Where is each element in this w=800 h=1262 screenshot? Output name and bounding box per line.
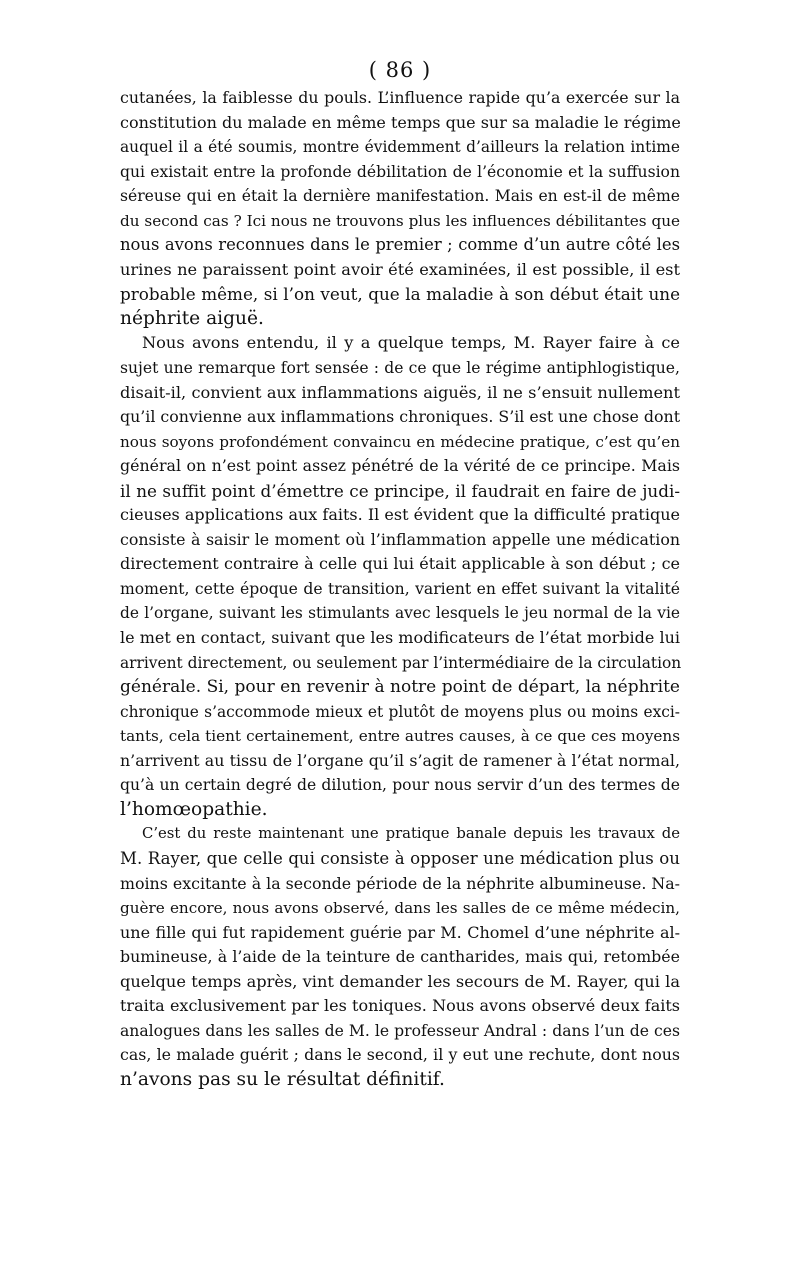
text-line: arrivent directement, ou seulement par l’intermédiaire de la circulation [120,653,682,672]
text-line: moins excitante à la seconde période de la néphrite albumineuse. Na- [120,873,680,893]
text-line: moment, cette époque de transition, varient en effet suivant la vitalité [120,579,680,598]
text-line: disait-il, convient aux inflammations aiguës, il ne s’ensuit nullement [120,382,680,402]
text-line: de l’organe, suivant les stimulants avec lesquels le jeu normal de la vie [120,604,680,623]
text-line: tants, cela tient certainement, entre autres causes, à ce que ces moyens [120,727,680,746]
text-line: nous avons reconnues dans le premier ; comme d’un autre côté les [120,235,680,255]
text-line: bumineuse, à l’aide de la teinture de cantharides, mais qui, retombée [120,947,680,967]
text-line: consiste à saisir le moment où l’inflammation appelle une médication [120,529,680,549]
text-line: une fille qui fut rapidement guérie par M. Chomel d’une néphrite al- [120,922,680,942]
text-line: quelque temps après, vint demander les secours de M. Rayer, qui la [120,971,680,991]
text-line: qu’il convienne aux inflammations chroniques. S’il est une chose dont [120,407,681,427]
text-line: l’homœopathie. [120,798,268,820]
text-line: qui existait entre la profonde débilitation de l’économie et la suffusion [120,162,680,181]
text-line: n’arrivent au tissu de l’organe qu’il s’agit de ramener à l’état normal, [120,750,680,770]
text-line: cas, le malade guérit ; dans le second, il y eut une rechute, dont nous [120,1045,680,1065]
text-line: analogues dans les salles de M. le professeur Andral : dans l’un de ces [120,1021,680,1040]
text-line: cieuses applications aux faits. Il est évident que la difficulté pratique [120,505,680,525]
paragraph [120,86,680,331]
text-line: traita exclusivement par les toniques. Nous avons observé deux faits [120,996,680,1016]
text-line: C’est du reste maintenant une pratique banale depuis les travaux de [142,825,680,843]
text-line: Nous avons entendu, il y a quelque temps, M. Rayer faire à ce [142,333,680,353]
text-line: général on n’est point assez pénétré de la vérité de ce principe. Mais [120,456,680,476]
text-line: séreuse qui en était la dernière manifestation. Mais en est-il de même [120,187,680,206]
text-line: probable même, si l’on veut, que la maladie à son début était une [120,284,680,305]
text-line: il ne suffit point d’émettre ce principe, il faudrait en faire de judi- [120,480,680,501]
page-number: ( 86 ) [368,58,432,82]
text-line: le met en contact, suivant que les modificateurs de l’état morbide lui [120,628,680,648]
text-line: guère encore, nous avons observé, dans les salles de ce même médecin, [120,899,680,918]
body-text [120,86,680,1092]
text-line: urines ne paraissent point avoir été examinées, il est possible, il est [120,259,680,279]
text-line: nous soyons profondément convaincu en médecine pratique, c’est qu’en [120,432,680,451]
paragraph [120,822,680,1092]
text-line: qu’à un certain degré de dilution, pour nous servir d’un des termes de [120,776,680,795]
text-line: néphrite aiguë. [120,307,264,329]
text-line: cutanées, la faiblesse du pouls. L’influence rapide qu’a exercée sur la [120,88,680,107]
text-line: sujet une remarque fort sensée : de ce que le régime antiphlogistique, [120,359,680,378]
text-line: directement contraire à celle qui lui était applicable à son début ; ce [120,554,680,574]
text-line: du second cas ? Ici nous ne trouvons plus les influences débilitantes que [120,211,680,230]
text-line: n’avons pas su le résultat définitif. [120,1068,445,1090]
paragraph [120,331,680,822]
text-line: auquel il a été soumis, montre évidemment d’ailleurs la relation intime [120,138,680,157]
text-line: générale. Si, pour en revenir à notre point de départ, la néphrite [120,677,680,698]
text-line: constitution du malade en même temps que sur sa maladie le régime [120,112,681,132]
text-line: chronique s’accommode mieux et plutôt de moyens plus ou moins exci- [120,702,680,721]
text-line: M. Rayer, que celle qui consiste à opposer une médication plus ou [120,848,680,868]
